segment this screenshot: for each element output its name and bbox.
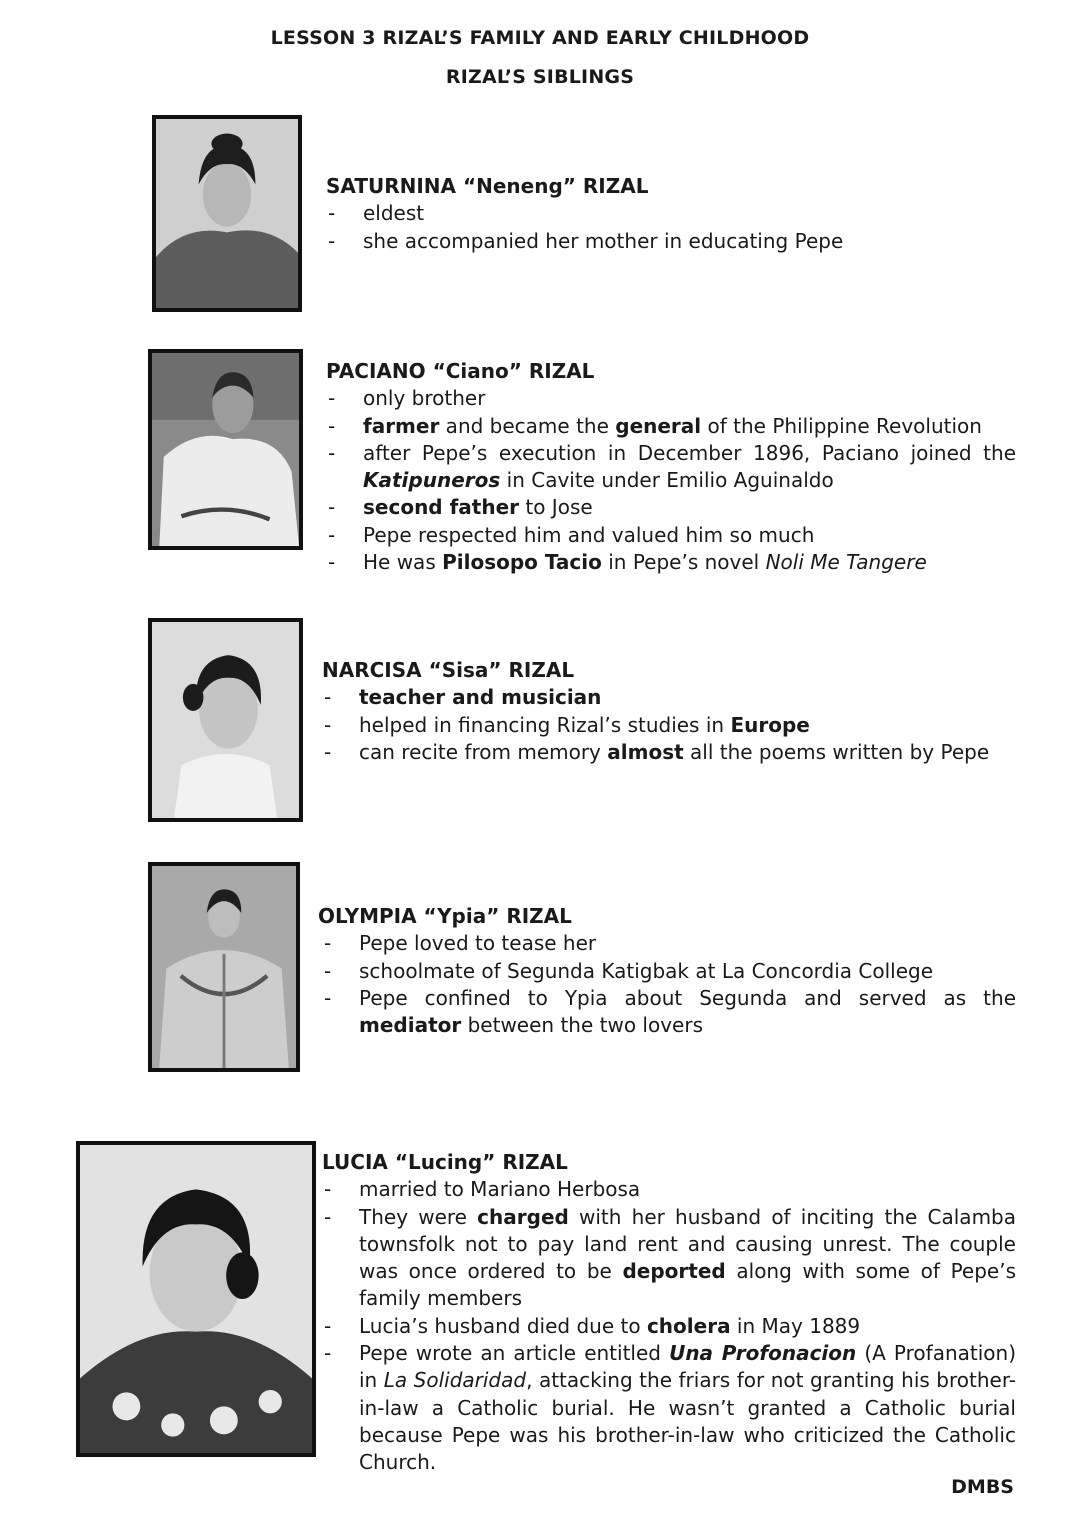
sibling-fact: - eldest [326,200,1016,227]
sibling-name: LUCIA “Lucing” RIZAL [322,1150,568,1174]
sibling-fact: - Pepe confined to Ypia about Segunda and served as the mediator between the two lovers [322,985,1016,1040]
sibling-fact: - Lucia’s husband died due to cholera in May 1889 [322,1313,1016,1340]
sibling-fact: - only brother [326,385,1016,412]
sibling-name: NARCISA “Sisa” RIZAL [322,658,575,682]
sibling-fact: - Pepe respected him and valued him so much [326,522,1016,549]
paciano-portrait [148,349,303,550]
sibling-fact: - second father to Jose [326,494,1016,521]
sibling-fact: - teacher and musician [322,684,1016,711]
sibling-olympia [318,903,1016,1039]
olympia-portrait [148,862,300,1072]
section-title: RIZAL’S SIBLINGS [445,66,635,88]
sibling-fact: - He was Pilosopo Tacio in Pepe’s novel Noli Me Tangere [326,549,1016,576]
sibling-lucia [322,1149,1016,1477]
sibling-paciano [326,358,1016,576]
footer-mark: DMBS [951,1476,1014,1498]
saturnina-portrait [152,115,302,312]
sibling-name: PACIANO “Ciano” RIZAL [326,359,595,383]
sibling-fact: - helped in financing Rizal’s studies in Europe [322,712,1016,739]
sibling-narcisa [322,657,1016,766]
sibling-fact: - They were charged with her husband of inciting the Calamba townsfolk not to pay land rent and causing unrest. The couple was once ordered to be deported along with some of Pepe’s family members [322,1204,1016,1313]
sibling-fact: - Pepe wrote an article entitled Una Profonacion (A Profanation) in La Solidaridad, attacking the friars for not granting his brother-in-law a Catholic burial. He wasn’t granted a Catholic burial because Pepe was his brother-in-law who criticized the Catholic Church. [322,1340,1016,1476]
sibling-fact: - married to Mariano Herbosa [322,1176,1016,1203]
sibling-name: OLYMPIA “Ypia” RIZAL [318,904,572,928]
sibling-fact: - after Pepe’s execution in December 1896, Paciano joined the Katipuneros in Cavite under Emilio Aguinaldo [326,440,1016,495]
sibling-fact: - farmer and became the general of the Philippine Revolution [326,413,1016,440]
sibling-fact: - can recite from memory almost all the poems written by Pepe [322,739,1016,766]
lucia-portrait [76,1141,316,1457]
sibling-fact: - she accompanied her mother in educating Pepe [326,228,1016,255]
sibling-name: SATURNINA “Neneng” RIZAL [326,174,649,198]
narcisa-portrait [148,618,303,822]
sibling-fact: - Pepe loved to tease her [322,930,1016,957]
sibling-saturnina [326,173,1016,255]
lesson-title: LESSON 3 RIZAL’S FAMILY AND EARLY CHILDHOOD [270,27,810,49]
sibling-fact: - schoolmate of Segunda Katigbak at La Concordia College [322,958,1016,985]
